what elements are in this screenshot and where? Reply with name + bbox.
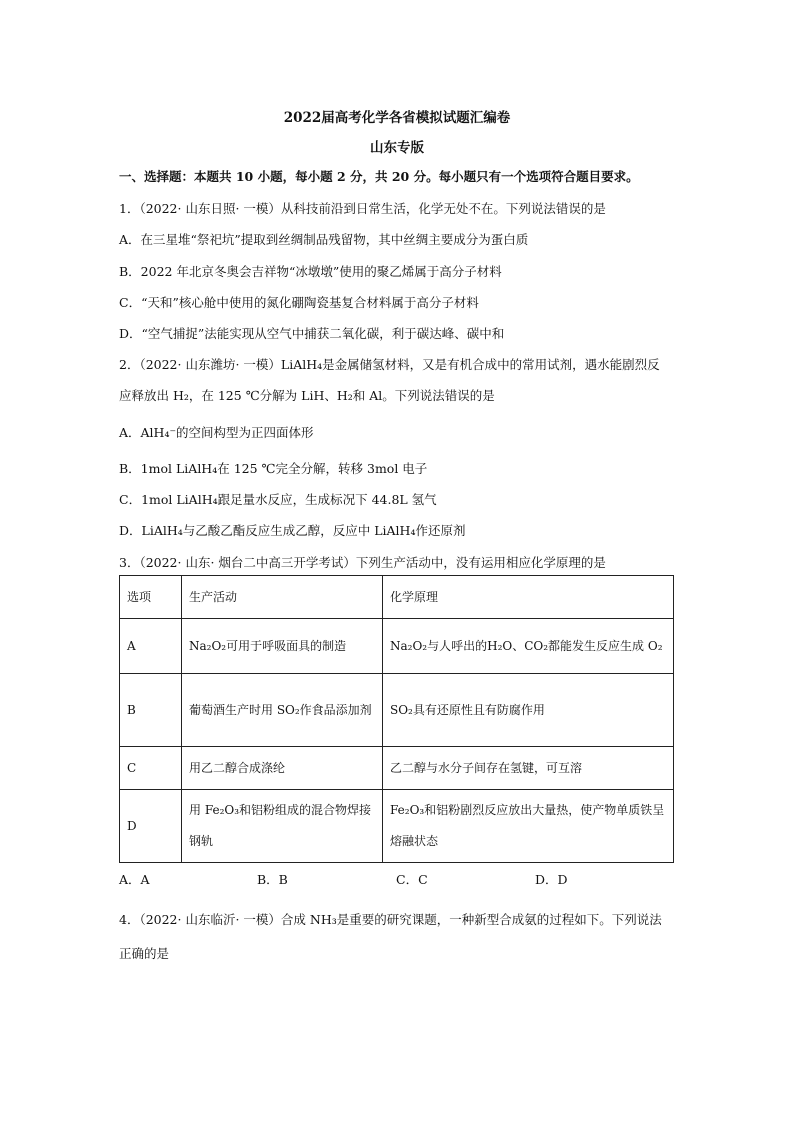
q3-table-header-row (120, 576, 674, 619)
table-header-cell: 选项 (120, 576, 182, 619)
table-cell: A (120, 619, 182, 674)
q1-option-c: C．“天和”核心舱中使用的氮化硼陶瓷基复合材料属于高分子材料 (119, 295, 479, 310)
table-cell: Na₂O₂与人呼出的H₂O、CO₂都能发生反应生成 O₂ (383, 619, 674, 674)
q2-option-a: A．AlH₄⁻的空间构型为正四面体形 (119, 425, 314, 440)
table-cell: 用 Fe₂O₃和铝粉组成的混合物焊接钢轨 (182, 790, 383, 863)
section-heading: 一、选择题：本题共 10 小题，每小题 2 分，共 20 分。每小题只有一个选项符合题目要求。 (119, 169, 639, 184)
document-title: 2022届高考化学各省模拟试题汇编卷 (283, 110, 511, 126)
table-row (120, 790, 674, 863)
document-subtitle: 山东专版 (370, 140, 424, 156)
table-row (120, 619, 674, 674)
q4-stem-line2: 正确的是 (119, 946, 170, 961)
table-cell: SO₂具有还原性且有防腐作用 (383, 674, 674, 747)
q3-table (119, 575, 674, 863)
table-cell: B (120, 674, 182, 747)
q1-option-a: A．在三星堆“祭祀坑”提取到丝绸制品残留物，其中丝绸主要成分为蛋白质 (119, 232, 529, 247)
table-row (120, 674, 674, 747)
table-header-cell: 化学原理 (383, 576, 674, 619)
q3-answer-option-c: C．C (396, 872, 428, 887)
table-cell: 用乙二醇合成涤纶 (182, 747, 383, 790)
q3-answer-option-a: A．A (119, 872, 150, 887)
table-cell: Fe₂O₃和铝粉剧烈反应放出大量热，使产物单质铁呈熔融状态 (383, 790, 674, 863)
q2-stem-line1: 2．（2022· 山东潍坊· 一模）LiAlH₄是金属储氢材料，又是有机合成中的常用试剂，遇水能剧烈反 (119, 357, 660, 372)
q2-stem-line2: 应释放出 H₂，在 125 ℃分解为 LiH、H₂和 Al。下列说法错误的是 (119, 388, 495, 403)
q1-option-b: B．2022 年北京冬奥会吉祥物“冰墩墩”使用的聚乙烯属于高分子材料 (119, 264, 502, 279)
table-cell: C (120, 747, 182, 790)
q2-option-d: D．LiAlH₄与乙酸乙酯反应生成乙醇，反应中 LiAlH₄作还原剂 (119, 523, 466, 538)
table-header-cell: 生产活动 (182, 576, 383, 619)
table-cell: D (120, 790, 182, 863)
table-cell: 乙二醇与水分子间存在氢键，可互溶 (383, 747, 674, 790)
table-cell: 葡萄酒生产时用 SO₂作食品添加剂 (182, 674, 383, 747)
table-cell: Na₂O₂可用于呼吸面具的制造 (182, 619, 383, 674)
q2-option-c: C．1mol LiAlH₄跟足量水反应，生成标况下 44.8L 氢气 (119, 492, 437, 507)
q3-answer-option-b: B．B (257, 872, 288, 887)
q1-stem: 1．（2022· 山东日照· 一模）从科技前沿到日常生活，化学无处不在。下列说法错误的是 (119, 201, 606, 216)
table-row (120, 747, 674, 790)
q4-stem-line1: 4．（2022· 山东临沂· 一模）合成 NH₃是重要的研究课题，一种新型合成氨的过程如下。下列说法 (119, 912, 662, 927)
q2-option-b: B．1mol LiAlH₄在 125 ℃完全分解，转移 3mol 电子 (119, 461, 428, 476)
q3-answer-option-d: D．D (535, 872, 568, 887)
q1-option-d: D．“空气捕捉”法能实现从空气中捕获二氧化碳，利于碳达峰、碳中和 (119, 326, 505, 341)
q3-stem: 3．（2022· 山东· 烟台二中高三开学考试）下列生产活动中，没有运用相应化学原理的是 (119, 555, 606, 570)
